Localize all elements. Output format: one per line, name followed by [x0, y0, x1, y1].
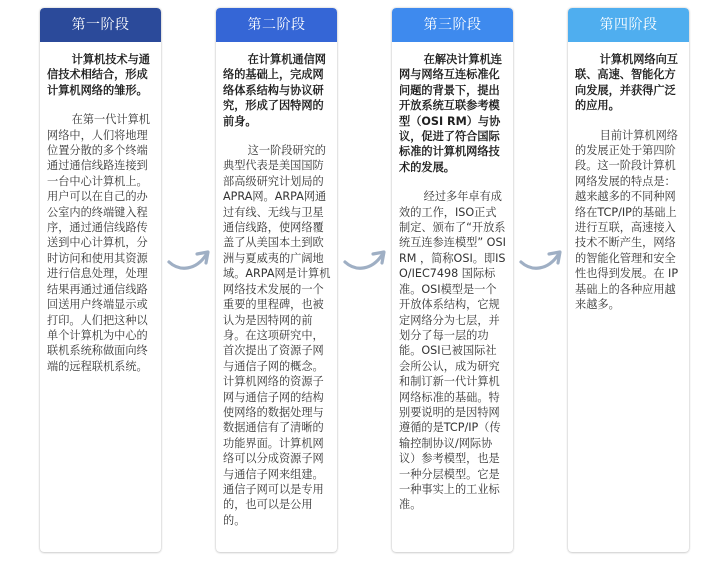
curved-arrow-right-icon [518, 246, 564, 276]
stage-4-detail: 目前计算机网络的发展正处于第四阶段。这一阶段计算机网络发展的特点是：越来越多的不同种网络在TCP/IP的基础上进行互联，高速接入技术不断产生，网络的智能化管理和安全性也得到发展。在 IP 基础上的各种应用越来越多。 [575, 128, 679, 312]
curved-arrow-right-icon [342, 246, 388, 276]
curved-arrow-right-icon [166, 246, 212, 276]
stage-4-body [568, 42, 689, 313]
stage-2-detail: 这一阶段研究的典型代表是美国国防部高级研究计划局的APRA网。ARPA网通过有线、无线与卫星通信线路，使网络覆盖了从美国本土到欧洲与夏威夷的广阔地域。ARPA网是计算机网络技术发展的一个重要的里程碑，也被认为是因特网的前身。在这项研究中，首次提出了资源子网与通信子网的概念。计算机网络的资源子网与通信子网的结构使网络的数据处理与数据通信有了清晰的功能界面。计算机网络可以分成资源子网与通信子网来组建。通信子网可以是专用的，也可以是公用的。 [223, 144, 331, 527]
stage-3-summary: 在解决计算机连网与网络互连标准化问题的背景下，提出开放系统互联参考模型（OSI RM）与协议，促进了符合国际标准的计算机网络技术的发展。 [399, 53, 502, 174]
stage-card-3 [392, 8, 513, 552]
stage-4-title: 第四阶段 [568, 8, 689, 42]
stage-4-summary: 计算机网络向互联、高速、智能化方向发展，并获得广泛的应用。 [575, 53, 678, 113]
stage-1-detail: 在第一代计算机网络中，人们将地理位置分散的多个终端通过通信线路连接到一台中心计算机上。用户可以在自己的办公室内的终端键入程序，通过通信线路传送到中心计算机，分时访问和使用其资源进行信息处理，处理结果再通过通信线路回送用户终端显示或打印。人们把这种以单个计算机为中心的联机系统称做面向终端的远程联机系统。 [47, 113, 150, 373]
stage-3-body [392, 42, 513, 513]
stage-2-summary: 在计算机通信网络的基础上，完成网络体系结构与协议研究，形成了因特网的前身。 [223, 53, 326, 128]
stage-card-4 [568, 8, 689, 552]
stage-card-2 [216, 8, 337, 552]
stage-2-body [216, 42, 337, 528]
stage-1-summary: 计算机技术与通信技术相结合，形成计算机网络的雏形。 [47, 53, 150, 97]
stage-3-title: 第三阶段 [392, 8, 513, 42]
stage-1-body [40, 42, 161, 374]
stage-3-detail: 经过多年卓有成效的工作，ISO正式制定、颁布了“开放系统互连参连模型” OSI RM ，简称OSI。即ISO/IEC7498 国际标准。OSI模型是一个开放体系结构，它规定网络分为七层，并划分了每一层的功能。OSI已被国际社会所公认，成为研究和制订新一代计算机网络标准的基础。特别要说明的是因特网遵循的是TCP/IP（传输控制协议/网际协议）参考模型，也是一种分层模型。它是一种事实上的工业标准。 [399, 190, 506, 512]
stage-1-title: 第一阶段 [40, 8, 161, 42]
stage-card-1 [40, 8, 161, 552]
stage-2-title: 第二阶段 [216, 8, 337, 42]
